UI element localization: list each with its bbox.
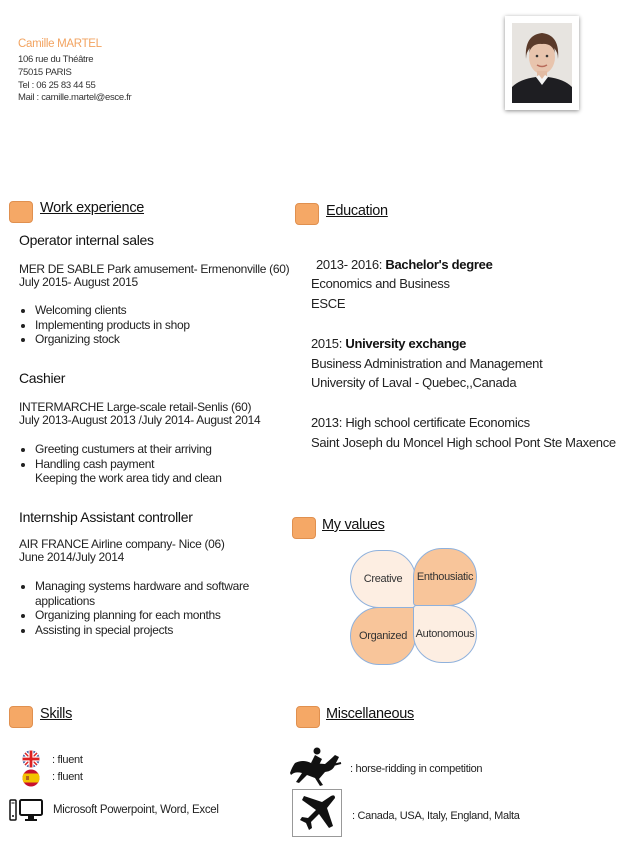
profile-photo	[505, 16, 579, 110]
job-title: Internship Assistant controller	[19, 509, 193, 525]
email: Mail : camille.martel@esce.fr	[18, 92, 132, 103]
list-item: Keeping the work area tidy and clean	[35, 471, 222, 485]
address-line-1: 106 rue du Théâtre	[18, 54, 94, 65]
list-item: • Greeting custumers at their arriving	[35, 442, 289, 457]
education-entry-heading	[311, 337, 466, 351]
section-marker	[295, 203, 319, 225]
list-item: • Handling cash payment	[35, 457, 289, 472]
education-entry-heading: 2013: High school certificate Economics	[311, 415, 530, 430]
value-petal-autonomous	[413, 605, 477, 663]
section-marker	[9, 201, 33, 223]
work-experience-heading: Work experience	[40, 200, 145, 216]
education-detail: Business Administration and Management	[311, 356, 543, 371]
list-item: • Assisting in special projects	[35, 623, 279, 638]
list-item: • Organizing stock	[35, 332, 289, 347]
travel-text: : Canada, USA, Italy, England, Malta	[352, 810, 520, 822]
hobby-text: : horse-ridding in competition	[350, 763, 483, 775]
education-detail: Saint Joseph du Moncel High school Pont Ste Maxence	[311, 435, 616, 450]
address-line-2: 75015 PARIS	[18, 67, 72, 78]
miscellaneous-heading: Miscellaneous	[326, 706, 414, 722]
education-year: 2015:	[311, 336, 343, 351]
section-marker	[292, 517, 316, 539]
my-values-heading: My values	[322, 517, 385, 533]
job-title: Cashier	[19, 370, 66, 386]
job-company: INTERMARCHE Large-scale retail-Senlis (60)	[19, 400, 252, 414]
value-label: Enthousiatic	[416, 571, 474, 583]
job-dates: June 2014/July 2014	[19, 550, 125, 564]
uk-flag-icon	[22, 750, 40, 768]
education-year: 2013- 2016:	[316, 257, 383, 272]
spain-flag-icon	[22, 769, 40, 787]
value-petal-creative	[350, 550, 416, 608]
job-dates: July 2015- August 2015	[19, 275, 138, 289]
value-label: Autonomous	[415, 628, 475, 640]
list-item: • Welcoming clients	[35, 303, 289, 318]
language-level: : fluent	[52, 754, 83, 766]
airplane-icon	[292, 789, 342, 837]
job-bullets	[19, 442, 289, 486]
value-petal-enthousiatic	[413, 548, 477, 606]
section-marker	[9, 706, 33, 728]
job-company: AIR FRANCE Airline company- Nice (06)	[19, 537, 225, 551]
education-detail: University of Laval - Quebec,,Canada	[311, 375, 517, 390]
job-company: MER DE SABLE Park amusement- Ermenonville (60)	[19, 262, 290, 276]
education-degree: University exchange	[345, 336, 467, 351]
value-label: Organized	[358, 630, 408, 642]
education-entry-heading	[316, 258, 493, 272]
horse-rider-icon	[289, 745, 343, 787]
education-heading: Education	[326, 203, 388, 219]
job-bullets	[19, 303, 289, 347]
job-dates: July 2013-August 2013 /July 2014- August 2014	[19, 413, 261, 427]
education-detail: Economics and Business	[311, 276, 450, 291]
candidate-name: Camille MARTEL	[18, 38, 102, 50]
value-label: Creative	[363, 573, 403, 585]
phone: Tel : 06 25 83 44 55	[18, 80, 96, 91]
education-degree: Bachelor's degree	[385, 257, 493, 272]
language-level: : fluent	[52, 771, 83, 783]
value-petal-organized	[350, 607, 416, 665]
list-item: • Implementing products in shop	[35, 318, 289, 333]
list-item: • Managing systems hardware and software applications	[35, 579, 279, 608]
software-skills: Microsoft Powerpoint, Word, Excel	[53, 804, 219, 816]
computer-icon	[9, 798, 45, 822]
list-item: • Organizing planning for each months	[35, 608, 279, 623]
job-title: Operator internal sales	[19, 232, 154, 248]
education-detail: ESCE	[311, 296, 346, 311]
skills-heading: Skills	[40, 706, 73, 722]
job-bullets	[19, 579, 279, 637]
section-marker	[296, 706, 320, 728]
